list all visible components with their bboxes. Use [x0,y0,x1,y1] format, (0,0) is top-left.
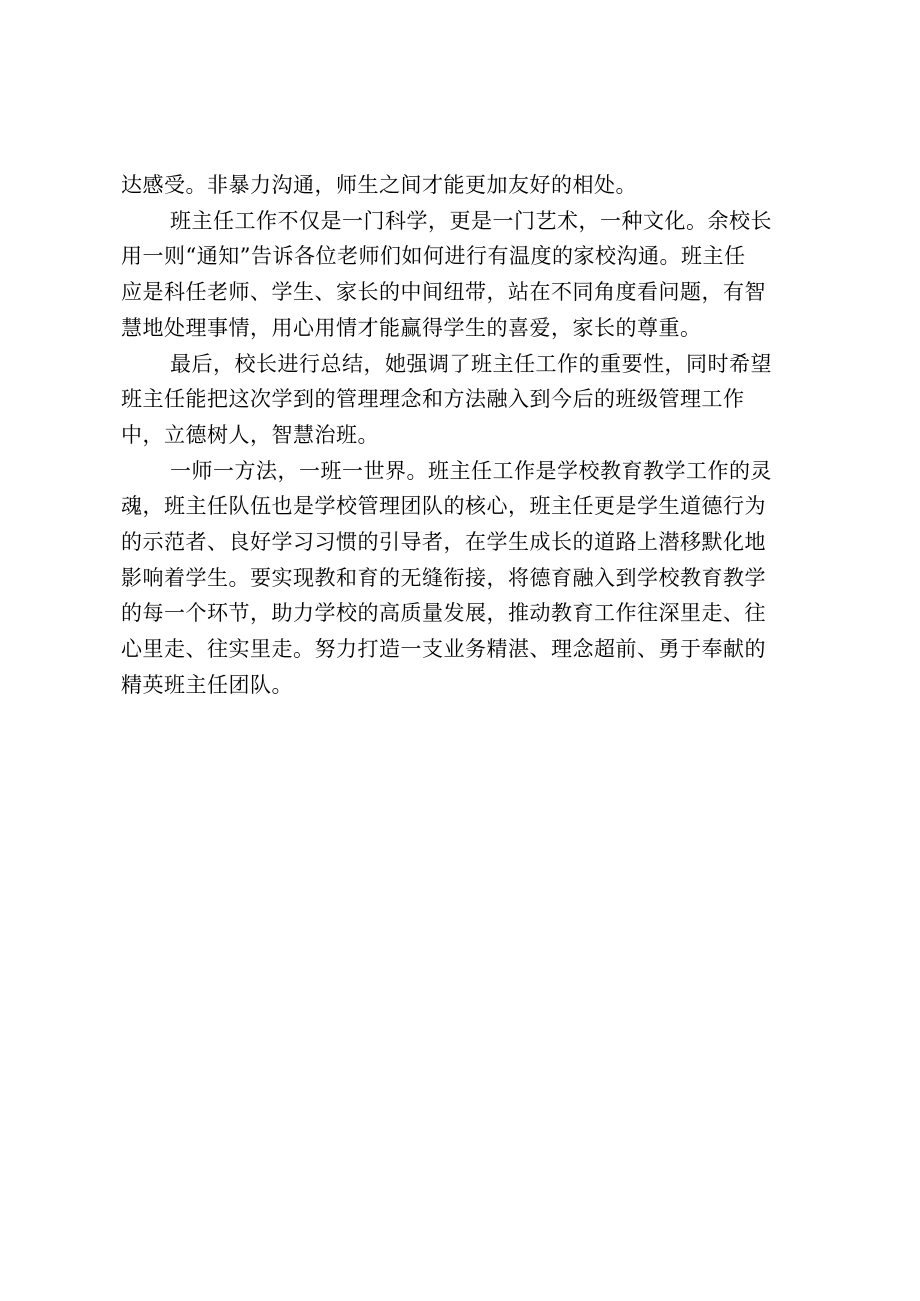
text-line: 班主任能把这次学到的管理理念和方法融入到今后的班级管理工作 [121,387,745,412]
text-line: 的示范者、良好学习习惯的引导者，在学生成长的道路上潜移默化地 [121,530,766,555]
text-line: 达感受。非暴力沟通，师生之间才能更加友好的相处。 [121,173,637,197]
text-line: 班主任工作不仅是一门科学，更是一门艺术，一种文化。余校长 [170,208,772,233]
text-line: 心里走、往实里走。努力打造一支业务精湛、理念超前、勇于奉献的 [121,637,766,662]
paragraph-1 [121,168,811,204]
document-body [121,168,811,704]
paragraph-3 [121,347,811,454]
text-line: 的每一个环节，助力学校的高质量发展，推动教育工作往深里走、往 [121,601,766,626]
paragraph-4 [121,454,811,704]
text-line: 中，立德树人，智慧治班。 [121,422,379,447]
text-line: 影响着学生。要实现教和育的无缝衔接，将德育融入到学校教育教学 [121,565,766,590]
text-line: 精英班主任团队。 [121,672,293,697]
text-line: 慧地处理事情，用心用情才能赢得学生的喜爱，家长的尊重。 [121,315,702,340]
paragraph-2 [121,204,811,347]
text-line: 应是科任老师、学生、家长的中间纽带，站在不同角度看问题，有智 [121,280,766,305]
text-line: 用一则“通知”告诉各位老师们如何进行有温度的家校沟通。班主任 [121,244,746,269]
text-line: 最后，校长进行总结，她强调了班主任工作的重要性，同时希望 [170,351,772,376]
text-line: 一师一方法，一班一世界。班主任工作是学校教育教学工作的灵 [170,458,772,483]
text-line: 魂，班主任队伍也是学校管理团队的核心，班主任更是学生道德行为 [121,494,766,519]
